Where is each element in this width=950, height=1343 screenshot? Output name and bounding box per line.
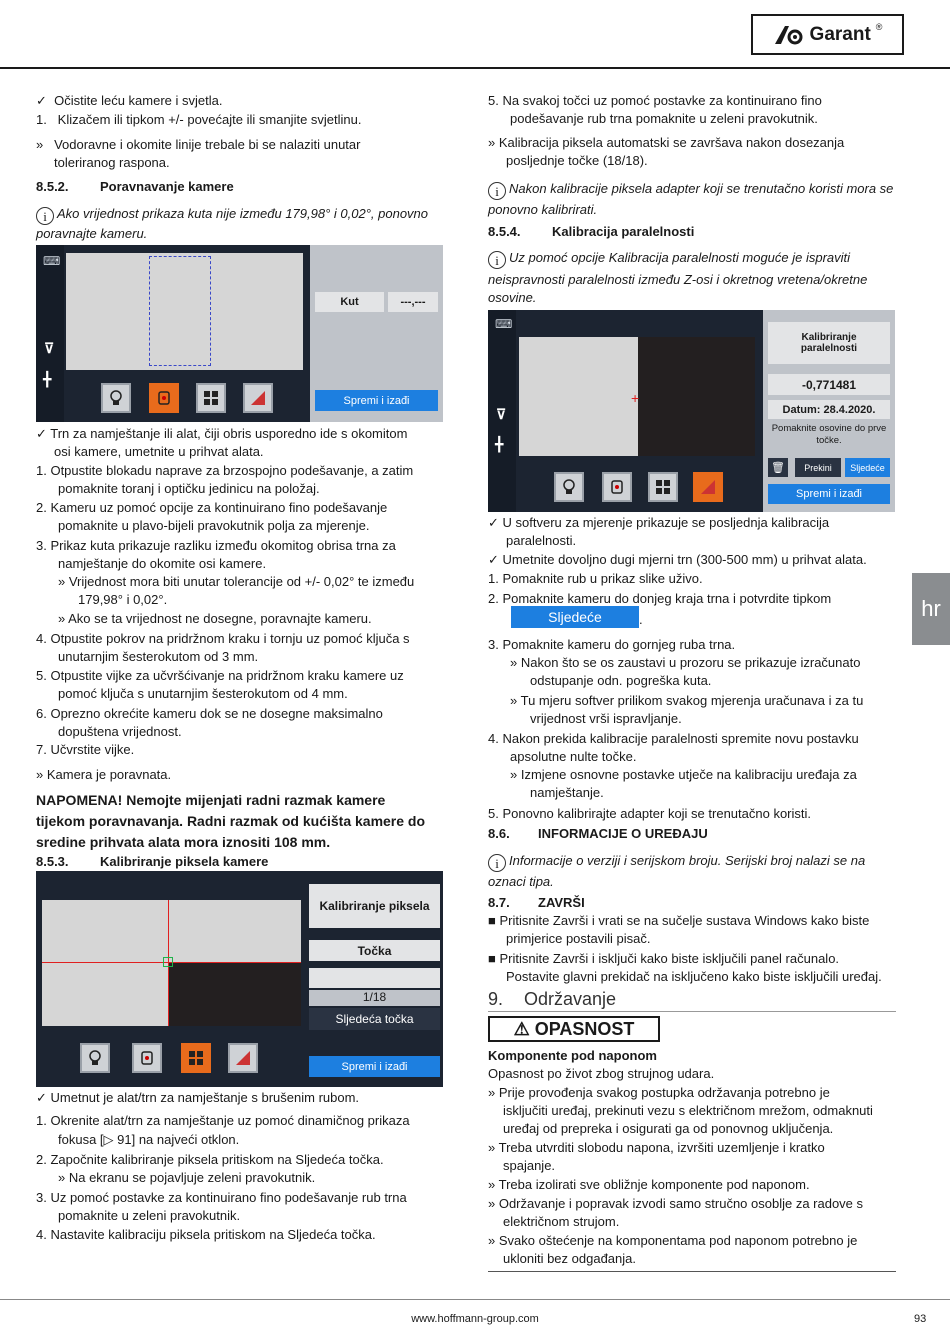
step-line: ✓ Umetnut je alat/trn za namještanje s brušenim rubom. <box>36 1090 360 1105</box>
result-lines: » Vodoravne i okomite linije trebale bi se nalaziti unutar <box>36 137 361 152</box>
chart-tool[interactable] <box>693 472 723 502</box>
step-line: 7. Učvrstite vijke. <box>36 742 135 757</box>
danger-label: ⚠ OPASNOST <box>488 1016 660 1042</box>
step-line: 1. Otpustite blokadu naprave za brzospojno podešavanje, a zatim <box>36 463 414 478</box>
info-8-5-2: i Ako vrijednost prikaza kuta nije između 179,98° i 0,02°, ponovno <box>36 205 428 225</box>
cancel-button[interactable]: Prekini <box>795 458 841 477</box>
panel-title: Kalibriranje piksela <box>309 884 440 928</box>
camera-tool[interactable] <box>149 383 179 413</box>
sljedece-button[interactable]: Sljedeće <box>511 606 639 628</box>
note-line: NAPOMENA! Nemojte mijenjati radni razmak kamere <box>36 792 386 808</box>
step-line: 2. Kameru uz pomoć opcije za kontinuirano fino podešavanje <box>36 500 388 515</box>
info-pixel-adapter: i Nakon kalibracije piksela adapter koji se trenutačno koristi mora se <box>488 180 893 200</box>
step-line: unutarnjim šesterokutom od 3 mm. <box>58 649 259 664</box>
green-rectangle <box>163 957 173 967</box>
info-line: oznaci tipa. <box>488 874 554 889</box>
brand-name: Garant <box>809 23 871 45</box>
danger-line: » Treba izolirati sve obližnje komponente pod naponom. <box>488 1177 810 1192</box>
info-line: osovine. <box>488 290 537 305</box>
step-line: » Nakon što se os zaustavi u prozoru se prikazuje izračunato <box>510 655 861 670</box>
point-label: Točka <box>309 940 440 961</box>
step-line: ■ Pritisnite Završi i vrati se na sučelje sustava Windows kako biste <box>488 913 870 928</box>
section-8-5-2-heading: 8.5.2. Poravnavanje kamere <box>36 179 234 194</box>
step-line: Postavite glavni prekidač na isključeno kako biste isključili uređaj. <box>506 969 882 984</box>
mandrel-image <box>638 337 755 456</box>
step-line: » Na ekranu se pojavljuje zeleni pravokutnik. <box>58 1170 316 1185</box>
language-tab: hr <box>912 573 950 645</box>
step-line: » Ako se ta vrijednost ne dosegne, poravnajte kameru. <box>58 611 372 626</box>
section-8-5-4-heading: 8.5.4. Kalibracija paralelnosti <box>488 224 695 239</box>
step-line: 3. Pomaknite kameru do gornjeg ruba trna. <box>488 637 736 652</box>
step-line: ✓ Trn za namještanje ili alat, čiji obris usporedno ide s okomitom <box>36 426 408 441</box>
garant-logo-icon <box>773 24 805 46</box>
calibration-date: Datum: 28.4.2020. <box>768 400 890 419</box>
camera-tool[interactable] <box>602 472 632 502</box>
step-line: 1. Okrenite alat/trn za namještanje uz pomoć dinamičnog prikaza <box>36 1113 410 1128</box>
step-line: » Tu mjeru softver prilikom svakog mjerenja uračunava i za tu <box>510 693 864 708</box>
keyboard-icon[interactable]: ⌨ <box>43 254 61 268</box>
danger-bottom-rule <box>488 1271 896 1272</box>
measuring-field <box>149 256 211 366</box>
step-line: 5. Na svakoj točci uz pomoć postavke za kontinuirano fino <box>488 93 822 108</box>
info-line: neispravnosti paralelnosti između Z-osi i okretnog vretena/okretne <box>488 272 868 287</box>
save-exit-button[interactable]: Spremi i izađi <box>315 390 438 411</box>
footer-rule <box>0 1299 950 1300</box>
next-point-button[interactable]: Sljedeća točka <box>309 1008 440 1030</box>
light-bulb-tool[interactable] <box>80 1043 110 1073</box>
next-button[interactable]: Sljedeće <box>845 458 890 477</box>
camera-tool[interactable] <box>132 1043 162 1073</box>
crosshair-icon[interactable]: ╋ <box>43 371 52 387</box>
light-bulb-tool[interactable] <box>101 383 131 413</box>
step-line: » Kamera je poravnata. <box>36 767 172 782</box>
angle-label: Kut <box>315 292 384 312</box>
point-counter: 1/18 <box>309 990 440 1006</box>
keyboard-icon[interactable]: ⌨ <box>495 317 513 331</box>
calibration-value: -0,771481 <box>768 374 890 395</box>
step-line: posljednje točke (18/18). <box>506 153 648 168</box>
info-icon: i <box>36 207 54 225</box>
section-8-5-3-heading: 8.5.3. Kalibriranje piksela kamere <box>36 854 269 869</box>
chart-tool[interactable] <box>243 383 273 413</box>
brand-logo <box>751 14 904 55</box>
screenshot-pixel-calibration <box>36 871 443 1087</box>
step-line: 179,98° i 0,02°. <box>78 592 168 607</box>
danger-line: » Svako oštećenje na komponentama pod naponom potrebno je <box>488 1233 858 1248</box>
step-line: » Izmjene osnovne postavke utječe na kalibraciju uređaja za <box>510 767 857 782</box>
danger-line: » Održavanje i popravak izvodi samo stručno osoblje za radove s <box>488 1196 864 1211</box>
step-line: 2. Započnite kalibriranje piksela pritiskom na Sljedeća točka. <box>36 1152 384 1167</box>
step-line: fokusa [▷ 91] na najveći otklon. <box>58 1132 240 1147</box>
screenshot-parallelism-calibration <box>488 310 895 512</box>
danger-heading: Komponente pod naponom <box>488 1048 657 1063</box>
step-line: 3. Prikaz kuta prikazuje razliku između okomitog obrisa trna za <box>36 538 396 553</box>
step-line: odstupanje odn. pogreška kuta. <box>530 673 712 688</box>
info-line: ponovno kalibrirati. <box>488 202 598 217</box>
period: . <box>639 612 643 627</box>
light-bulb-tool[interactable] <box>554 472 584 502</box>
step-line: 3. Uz pomoć postavke za kontinuirano fino podešavanje rub trna <box>36 1190 407 1205</box>
step-line: » Vrijednost mora biti unutar tolerancije od +/- 0,02° te između <box>58 574 415 589</box>
result-lines-cont: toleriranog raspona. <box>54 155 170 170</box>
step-line: pomaknite u plavo-bijeli pravokutnik polja za mjerenje. <box>58 518 370 533</box>
tool-holder-icon[interactable]: ⊽ <box>496 406 507 422</box>
grid-tool[interactable] <box>196 383 226 413</box>
screenshot-camera-alignment <box>36 245 443 422</box>
registered-mark: ® <box>875 22 883 32</box>
step-line: 6. Oprezno okrećite kameru dok se ne dosegne maksimalno <box>36 706 383 721</box>
danger-line: isključiti uređaj, prekinuti vezu s električnom mrežom, odmaknuti <box>503 1103 873 1118</box>
step-line: 4. Nakon prekida kalibracije paralelnosti spremite novu postavku <box>488 731 859 746</box>
tool-edge <box>169 963 301 1026</box>
step-line: dopuštena vrijednost. <box>58 724 182 739</box>
step-line: 4. Otpustite pokrov na pridržnom kraku i tornju uz pomoć ključa s <box>36 631 410 646</box>
footer-url: www.hoffmann-group.com <box>411 1313 539 1325</box>
info-icon: i <box>488 182 506 200</box>
tool-holder-icon[interactable]: ⊽ <box>44 340 55 356</box>
panel-title: Kalibriranje paralelnosti <box>768 322 890 364</box>
danger-line: spajanje. <box>503 1158 556 1173</box>
live-image <box>519 337 638 456</box>
step-brightness: 1. Klizačem ili tipkom +/- povećajte ili smanjite svjetlinu. <box>36 112 362 127</box>
step-line: ✓ U softveru za mjerenje prikazuje se posljednja kalibracija <box>488 515 830 530</box>
header-rule <box>0 67 950 69</box>
note-line: sredine prihvata alata mora iznositi 108 mm. <box>36 834 331 850</box>
section-8-6-heading: 8.6. INFORMACIJE O UREĐAJU <box>488 826 708 841</box>
info-icon: i <box>488 251 506 269</box>
save-exit-button[interactable]: Spremi i izađi <box>309 1056 440 1077</box>
crosshair-icon[interactable]: ╋ <box>495 436 504 452</box>
step-line: pomoć ključa s unutarnjim šesterokutom od 4 mm. <box>58 686 348 701</box>
chapter-9-heading: 9. Održavanje <box>488 989 617 1009</box>
red-cross-marker: + <box>631 390 640 406</box>
step-line: podešavanje rub trna pomaknite u zeleni pravokutnik. <box>510 111 818 126</box>
step-line: 2. Pomaknite kameru do donjeg kraja trna i potvrdite tipkom <box>488 591 832 606</box>
step-line: paralelnosti. <box>506 533 577 548</box>
step-line: 4. Nastavite kalibraciju piksela pritiskom na Sljedeća točka. <box>36 1227 376 1242</box>
danger-line: ukloniti bez odgađanja. <box>503 1251 636 1266</box>
danger-line: električnom strujom. <box>503 1214 620 1229</box>
danger-line: » Treba utvrditi slobodu napona, izvršiti uzemljenje i kratko <box>488 1140 825 1155</box>
note-line: tijekom poravnavanja. Radni razmak od kućišta kamere do <box>36 813 426 829</box>
chart-tool[interactable] <box>228 1043 258 1073</box>
step-line: ✓ Umetnite dovoljno dugi mjerni trn (300-500 mm) u prihvat alata. <box>488 552 867 567</box>
danger-line: Opasnost po život zbog strujnog udara. <box>488 1066 715 1081</box>
danger-line: uređaj od prepreka i osigurati ga od ponovnog uključenja. <box>503 1121 834 1136</box>
step-line: pomaknite toranj i optičku jedinicu na položaj. <box>58 481 320 496</box>
info-device: i Informacije o verziji i serijskom broju. Serijski broj nalazi se na <box>488 852 865 872</box>
step-line: osi kamere, umetnite u prihvat alata. <box>54 444 264 459</box>
check-clean-lens: ✓ Očistite leću kamere i svjetla. <box>36 93 223 108</box>
chapter-rule <box>488 1011 896 1012</box>
step-line: 5. Otpustite vijke za učvršćivanje na pridržnom kraku kamere uz <box>36 668 404 683</box>
step-line: » Kalibracija piksela automatski se završava nakon dosezanja <box>488 135 845 150</box>
info-parallelism: i Uz pomoć opcije Kalibracija paralelnosti moguće je ispraviti <box>488 249 850 269</box>
step-line: pomaknite u zeleni pravokutnik. <box>58 1208 241 1223</box>
empty-field <box>309 968 440 988</box>
info-icon: i <box>488 854 506 872</box>
grid-tool[interactable] <box>648 472 678 502</box>
step-line: namještanje. <box>530 785 604 800</box>
step-line: vrijednost vrši ispravljanje. <box>530 711 682 726</box>
step-line: namještanje do okomite osi kamere. <box>58 556 267 571</box>
step-line: ■ Pritisnite Završi i isključi kako biste isključili panel računalo. <box>488 951 840 966</box>
move-axes-hint: Pomaknite osovine do prve točke. <box>771 423 887 446</box>
step-line: apsolutne nulte točke. <box>510 749 637 764</box>
grid-tool[interactable] <box>181 1043 211 1073</box>
info-8-5-2-cont: poravnajte kameru. <box>36 226 148 241</box>
angle-value: ---,--- <box>388 292 438 312</box>
tool-sidebar <box>36 245 64 422</box>
step-line: 1. Pomaknite rub u prikaz slike uživo. <box>488 571 703 586</box>
step-line: primjerice postavili pisač. <box>506 931 651 946</box>
danger-line: » Prije provođenja svakog postupka održavanja potrebno je <box>488 1085 830 1100</box>
save-exit-button[interactable]: Spremi i izađi <box>768 484 890 504</box>
step-line: 5. Ponovno kalibrirajte adapter koji se trenutačno koristi. <box>488 806 812 821</box>
trash-icon[interactable]: 🗑 <box>768 458 788 477</box>
page-number: 93 <box>914 1313 927 1325</box>
section-8-7-heading: 8.7. ZAVRŠI <box>488 895 585 910</box>
